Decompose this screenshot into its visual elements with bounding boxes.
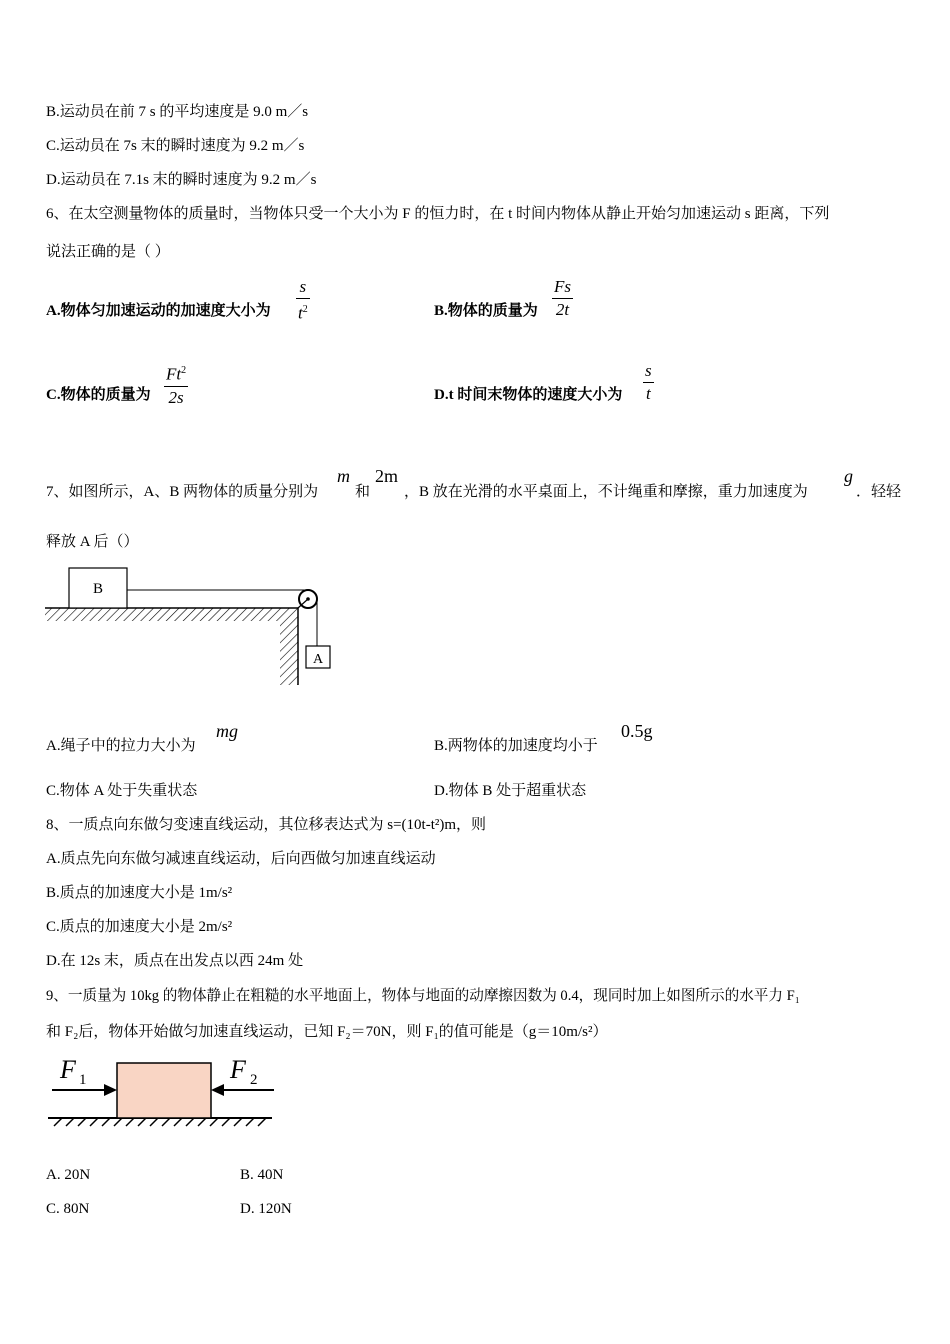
q6-option-d-text: D.t 时间末物体的速度大小为 [434,387,623,403]
f1-label: F [60,1055,76,1084]
q7-option-c: C.物体 A 处于失重状态 [46,783,198,799]
q6-option-b-fraction [552,276,573,321]
table-hatch [45,608,298,621]
q6-option-c-exponent: 2 [181,365,187,376]
q7-stem-and: 和 [355,484,371,500]
q7-option-a-symbol: mg [216,721,238,741]
ground-hatch [54,1118,266,1126]
q7-pulley-figure [40,560,340,690]
q9-option-b: B. 40N [240,1167,284,1183]
q6-option-b-denominator: 2t [555,300,570,319]
q9-force-figure [40,1048,285,1133]
q7-stem-part1: 7、如图所示，A、B 两物体的质量分别为 [46,484,319,500]
q6-option-a-denominator: t [298,303,303,323]
q9-stem-line1: 9、一质量为 10kg 的物体静止在粗糙的水平地面上，物体与地面的动摩擦因数为 0.4，现同时加上如图所示的水平力 F₁ [46,988,800,1004]
q6-option-d-fraction [643,360,654,405]
table-edge-hatch [280,621,298,685]
q7-symbol-m: m [337,466,350,486]
q6-option-c-fraction [164,360,188,409]
q6-option-c-denominator: 2s [168,387,184,407]
q6-option-a-numerator: s [299,277,307,296]
q6-stem-line2: 说法正确的是（ ） [46,244,170,260]
q9-option-d: D. 120N [240,1201,292,1217]
q9-option-a: A. 20N [46,1167,91,1183]
q7-option-d: D.物体 B 处于超重状态 [434,783,587,799]
q6-option-b-numerator: Fs [554,277,571,296]
q5-option-c: C.运动员在 7s 末的瞬时速度为 9.2 m／s [46,138,305,154]
q7-option-b-symbol: 0.5g [621,721,653,741]
q5-option-d: D.运动员在 7.1s 末的瞬时速度为 9.2 m／s [46,172,317,188]
q9-option-c: C. 80N [46,1201,90,1217]
q8-option-d: D.在 12s 末，质点在出发点以西 24m 处 [46,953,304,969]
block-a-label: A [312,652,324,667]
q7-stem-part2: ，B 放在光滑的水平桌面上，不计绳重和摩擦，重力加速度为 [404,484,808,500]
q7-option-a-text: A.绳子中的拉力大小为 [46,738,196,754]
q8-option-b: B.质点的加速度大小是 1m/s² [46,885,233,901]
q6-option-c-text: C.物体的质量为 [46,387,151,403]
q6-option-b-text: B.物体的质量为 [434,303,538,319]
block [117,1063,211,1118]
f2-subscript: 2 [250,1072,258,1088]
q7-stem-line2: 释放 A 后（） [46,534,139,550]
q7-stem-part3: ．轻轻 [856,484,902,500]
q8-option-a: A.质点先向东做匀减速直线运动，后向西做匀加速直线运动 [46,851,436,867]
q6-option-d-numerator: s [645,361,652,380]
q7-symbol-2m: 2m [375,466,399,486]
q6-option-d-denominator: t [645,384,651,403]
q9-stem-line2: 和 F₂后，物体开始做匀加速直线运动，已知 F₂＝70N，则 F₁的值可能是（g＝10m/s²） [46,1024,608,1040]
q6-stem-line1: 6、在太空测量物体的质量时，当物体只受一个大小为 F 的恒力时，在 t 时间内物体从静止开始匀加速运动 s 距离，下列 [46,206,830,222]
f1-subscript: 1 [79,1072,87,1088]
q7-symbol-g: g [844,466,853,486]
f2-label: F [230,1055,246,1084]
q6-option-a-text: A.物体匀加速运动的加速度大小为 [46,303,271,319]
block-b-label: B [92,581,104,597]
q6-option-c-numerator: Ft [166,364,182,384]
q6-option-a-exponent: 2 [302,304,308,315]
q8-stem: 8、一质点向东做匀变速直线运动，其位移表达式为 s=(10t-t²)m，则 [46,817,487,833]
q8-option-c: C.质点的加速度大小是 2m/s² [46,919,233,935]
q7-option-b-text: B.两物体的加速度均小于 [434,738,598,754]
q5-option-b: B.运动员在前 7 s 的平均速度是 9.0 m／s [46,104,309,120]
q6-option-a-fraction [296,276,310,325]
